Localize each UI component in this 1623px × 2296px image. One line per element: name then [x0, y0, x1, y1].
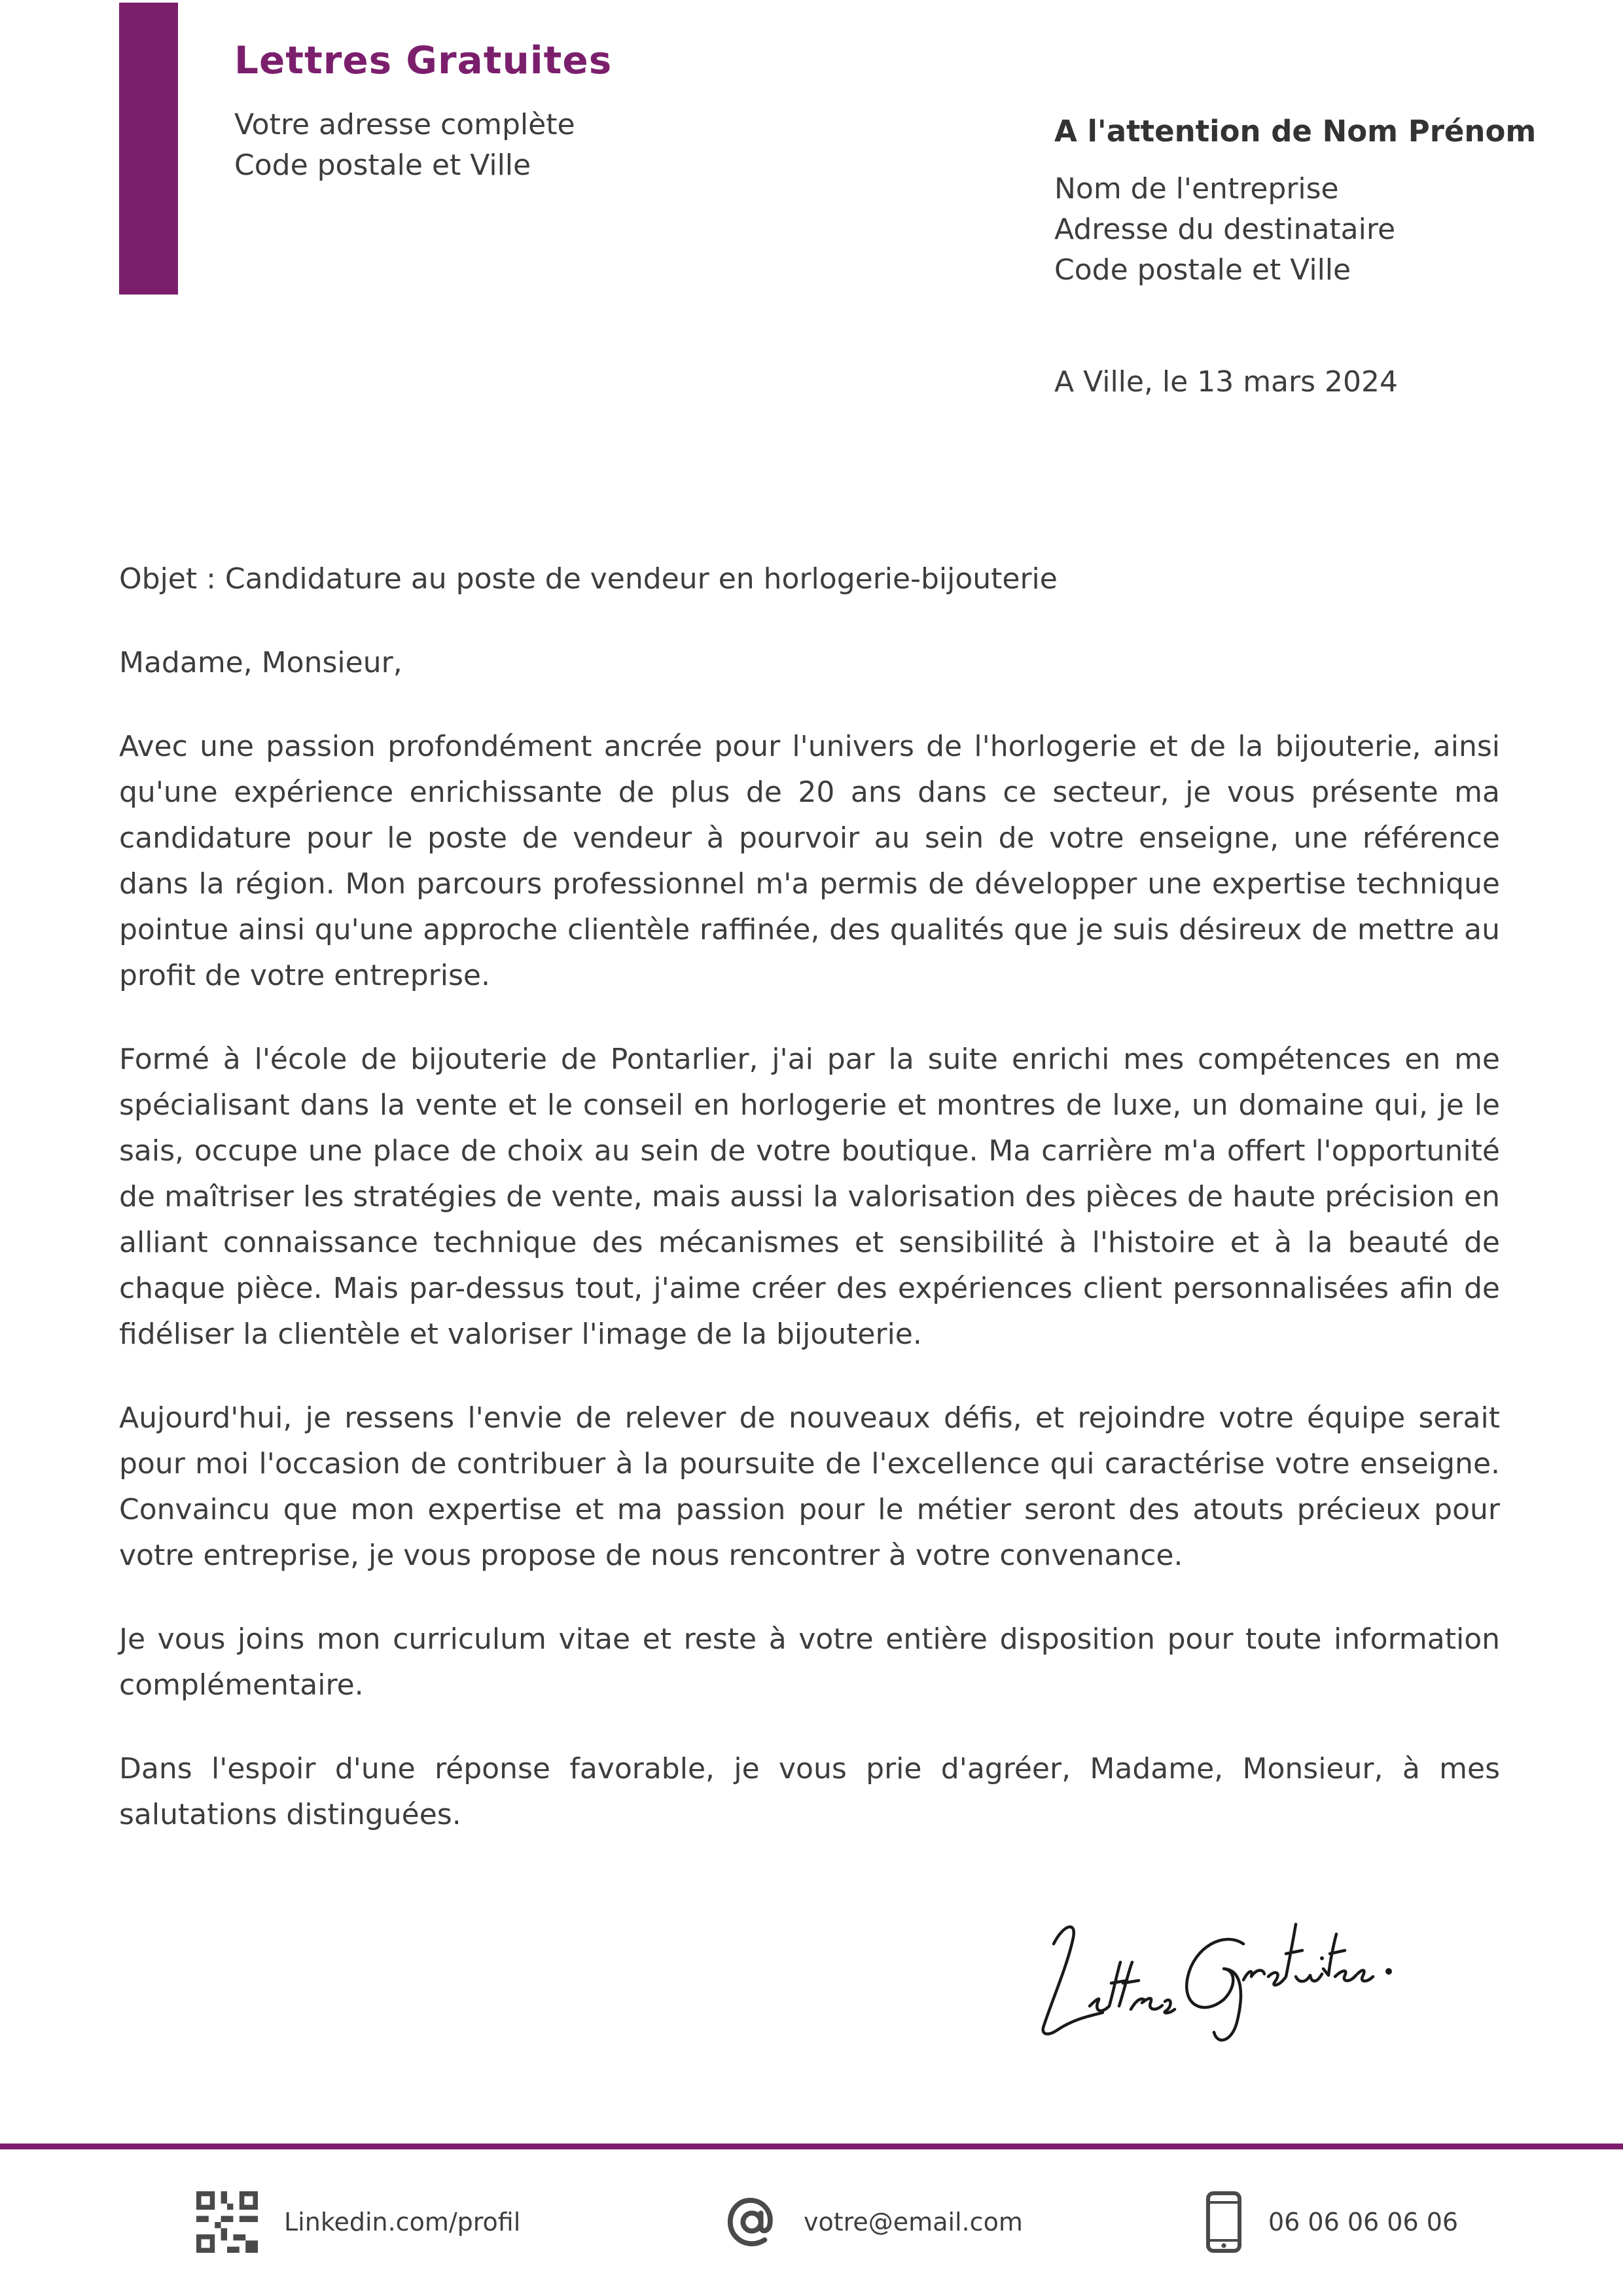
accent-bar	[119, 3, 178, 295]
qr-code-icon	[196, 2191, 258, 2253]
letter-paragraph-3: Aujourd'hui, je ressens l'envie de relever de nouveaux défis, et rejoindre votre équipe serait pour moi l'occasion de contribuer à la poursuite de l'excellence qui caractérise votre enseigne. Convaincu que mon expertise et ma passion pour le métier seront des atouts précieux pour votre entreprise, je vous propose de nous rencontrer à votre convenance.	[119, 1401, 1500, 1572]
footer-divider	[0, 2144, 1623, 2149]
recipient-city: Code postale et Ville	[1054, 253, 1351, 287]
letter-paragraph-1: Avec une passion profondément ancrée pour l'univers de l'horlogerie et de la bijouterie, ainsi qu'une expérience enrichissante de plus de 20 ans dans ce secteur, je vous présente ma candidature pour le poste de vendeur à pourvoir au sein de votre enseigne, une référence dans la région. Mon parcours professionnel m'a permis de développer une expertise technique pointue ainsi qu'une approche clientèle raffinée, des qualités que je suis désireux de mettre au profit de votre entreprise.	[119, 730, 1500, 992]
email-text: votre@email.com	[804, 2208, 1023, 2236]
smartphone-icon	[1205, 2191, 1242, 2253]
sender-address-line1: Votre adresse complète	[234, 108, 575, 141]
letter-paragraph-4: Je vous joins mon curriculum vitae et reste à votre entière disposition pour toute information complémentaire.	[119, 1623, 1500, 1702]
sender-address-line2: Code postale et Ville	[234, 149, 531, 182]
letter-body	[119, 556, 1500, 1876]
handwritten-signature	[1027, 1885, 1420, 2055]
recipient-address: Adresse du destinataire	[1054, 213, 1396, 246]
letter-paragraph-5: Dans l'espoir d'une réponse favorable, je vous prie d'agréer, Madame, Monsieur, à mes salutations distinguées.	[119, 1752, 1500, 1831]
phone-text: 06 06 06 06 06	[1268, 2208, 1459, 2236]
letter-date: A Ville, le 13 mars 2024	[1054, 365, 1398, 399]
recipient-block	[1054, 111, 1536, 291]
at-sign-icon	[726, 2197, 777, 2248]
footer-phone[interactable]	[1205, 2189, 1458, 2255]
recipient-company: Nom de l'entreprise	[1054, 172, 1339, 206]
footer-email[interactable]	[726, 2189, 1023, 2255]
sender-name: Lettres Gratuites	[234, 38, 613, 82]
letter-salutation: Madame, Monsieur,	[119, 646, 402, 679]
recipient-attention: A l'attention de Nom Prénom	[1054, 114, 1537, 149]
linkedin-text: Linkedin.com/profil	[284, 2208, 521, 2236]
sender-block	[234, 38, 612, 186]
letter-subject: Objet : Candidature au poste de vendeur en horlogerie-bijouterie	[119, 562, 1058, 596]
letter-paragraph-2: Formé à l'école de bijouterie de Pontarlier, j'ai par la suite enrichi mes compétences en me spécialisant dans la vente et le conseil en horlogerie et montres de luxe, un domaine qui, je le sais, occupe une place de choix au sein de votre boutique. Ma carrière m'a offert l'opportunité de maîtriser les stratégies de vente, mais aussi la valorisation des pièces de haute précision en alliant connaissance technique des mécanismes et sensibilité à l'histoire et à la beauté de chaque pièce. Mais par-dessus tout, j'aime créer des expériences client personnalisées afin de fidéliser la clientèle et valoriser l'image de la bijouterie.	[119, 1043, 1500, 1351]
footer-linkedin[interactable]	[196, 2189, 520, 2255]
